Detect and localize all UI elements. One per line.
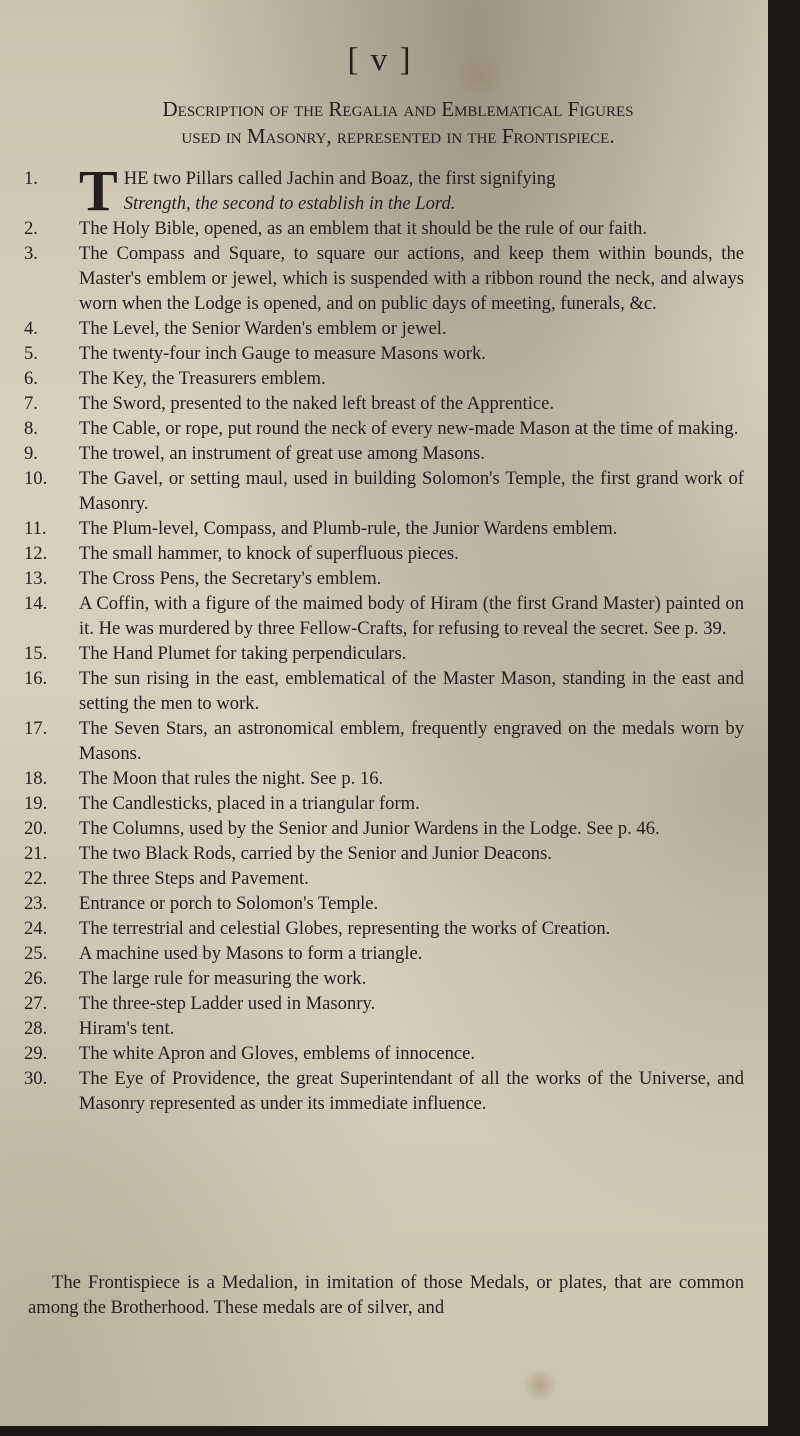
list-item bbox=[0, 791, 768, 816]
item-number: 6. bbox=[24, 368, 38, 389]
page-heading bbox=[40, 96, 756, 150]
list-item bbox=[0, 941, 768, 966]
item-number: 28. bbox=[24, 1018, 48, 1039]
emblem-list bbox=[0, 158, 768, 1116]
item-text: The twenty-four inch Gauge to measure Masons work. bbox=[79, 343, 486, 364]
list-item bbox=[0, 391, 768, 416]
page-number: [ v ] bbox=[347, 42, 413, 78]
item-number: 23. bbox=[24, 893, 48, 914]
item-number: 10. bbox=[24, 468, 48, 489]
item-text: The three-step Ladder used in Masonry. bbox=[79, 993, 376, 1014]
item-number: 17. bbox=[24, 718, 48, 739]
item-text: The large rule for measuring the work. bbox=[79, 968, 367, 989]
footer-paragraph: The Frontispiece is a Medalion, in imitation of those Medals, or plates, that are common among the Brotherhood. These medals are of silver, and bbox=[28, 1272, 744, 1318]
item-text: The three Steps and Pavement. bbox=[79, 868, 309, 889]
list-item bbox=[0, 841, 768, 866]
item-text: The sun rising in the east, emblematical of the Master Mason, standing in the east and setting the men to work. bbox=[79, 668, 744, 714]
item-text: The trowel, an instrument of great use among Masons. bbox=[79, 443, 485, 464]
item-number: 26. bbox=[24, 968, 48, 989]
item-number: 8. bbox=[24, 418, 38, 439]
item-number: 12. bbox=[24, 543, 48, 564]
item-number: 19. bbox=[24, 793, 48, 814]
list-item bbox=[0, 866, 768, 891]
item-text: The Columns, used by the Senior and Junior Wardens in the Lodge. See p. 46. bbox=[79, 818, 660, 839]
item-text-line: HE two Pillars called Jachin and Boaz, the first signifying bbox=[123, 168, 556, 189]
list-item bbox=[0, 666, 768, 716]
list-item bbox=[0, 591, 768, 641]
list-item bbox=[0, 416, 768, 441]
heading-line-1: Description of the Regalia and Emblematical Figures bbox=[162, 97, 634, 121]
item-text: The Candlesticks, placed in a triangular form. bbox=[79, 793, 420, 814]
item-number: 20. bbox=[24, 818, 48, 839]
item-text: The Eye of Providence, the great Superintendant of all the works of the Universe, and Masonry represented as under its immediate influence. bbox=[79, 1068, 744, 1114]
item-text: The Key, the Treasurers emblem. bbox=[79, 368, 326, 389]
drop-cap: T bbox=[79, 158, 118, 223]
item-number: 30. bbox=[24, 1068, 48, 1089]
list-item bbox=[0, 366, 768, 391]
list-item bbox=[0, 158, 768, 223]
item-number: 2. bbox=[24, 218, 38, 239]
list-item bbox=[0, 441, 768, 466]
list-item bbox=[0, 966, 768, 991]
list-item bbox=[0, 516, 768, 541]
item-text: The Plum-level, Compass, and Plumb-rule, the Junior Wardens emblem. bbox=[79, 518, 618, 539]
item-text: The Gavel, or setting maul, used in building Solomon's Temple, the first grand work of Masonry. bbox=[79, 468, 744, 514]
item-number: 24. bbox=[24, 918, 48, 939]
item-number: 4. bbox=[24, 318, 38, 339]
list-item bbox=[0, 241, 768, 316]
item-text: The Cable, or rope, put round the neck of every new-made Mason at the time of making. bbox=[79, 418, 739, 439]
item-number: 18. bbox=[24, 768, 48, 789]
item-number: 3. bbox=[24, 243, 38, 264]
item-number: 5. bbox=[24, 343, 38, 364]
item-text-line: Strength, the second to establish in the Lord. bbox=[123, 193, 456, 214]
item-number: 13. bbox=[24, 568, 48, 589]
item-number: 1. bbox=[24, 168, 38, 189]
item-number: 7. bbox=[24, 393, 38, 414]
item-text: The Hand Plumet for taking perpendiculars. bbox=[79, 643, 407, 664]
list-item bbox=[0, 891, 768, 916]
item-number: 11. bbox=[24, 518, 47, 539]
item-text: The terrestrial and celestial Globes, representing the works of Creation. bbox=[79, 918, 611, 939]
list-item bbox=[0, 1016, 768, 1041]
item-number: 16. bbox=[24, 668, 48, 689]
item-text: A machine used by Masons to form a triangle. bbox=[79, 943, 423, 964]
item-text: The two Black Rods, carried by the Senior and Junior Deacons. bbox=[79, 843, 552, 864]
item-number: 21. bbox=[24, 843, 48, 864]
list-item bbox=[0, 1066, 768, 1116]
list-item bbox=[0, 916, 768, 941]
item-text: The white Apron and Gloves, emblems of innocence. bbox=[79, 1043, 476, 1064]
item-text: Entrance or porch to Solomon's Temple. bbox=[79, 893, 379, 914]
list-item bbox=[0, 541, 768, 566]
list-item bbox=[0, 341, 768, 366]
item-number: 22. bbox=[24, 868, 48, 889]
item-text: The Seven Stars, an astronomical emblem, frequently engraved on the medals worn by Masons. bbox=[79, 718, 744, 764]
item-text: The Sword, presented to the naked left breast of the Apprentice. bbox=[79, 393, 555, 414]
item-text: The Moon that rules the night. See p. 16. bbox=[79, 768, 384, 789]
list-item bbox=[0, 566, 768, 591]
item-text: The Compass and Square, to square our actions, and keep them within bounds, the Master's emblem or jewel, which is suspended with a ribbon round the neck, and always worn when the Lodge is opened, and on public days of meeting, funerals, &c. bbox=[79, 243, 744, 314]
item-text: The small hammer, to knock of superfluous pieces. bbox=[79, 543, 459, 564]
list-item bbox=[0, 1041, 768, 1066]
item-number: 25. bbox=[24, 943, 48, 964]
list-item bbox=[0, 766, 768, 791]
list-item bbox=[0, 466, 768, 516]
item-text: A Coffin, with a figure of the maimed body of Hiram (the first Grand Master) painted on it. He was murdered by three Fellow-Crafts, for refusing to reveal the secret. See p. 39. bbox=[79, 593, 744, 639]
list-item bbox=[0, 316, 768, 341]
item-number: 9. bbox=[24, 443, 38, 464]
item-number: 27. bbox=[24, 993, 48, 1014]
list-item bbox=[0, 991, 768, 1016]
item-text: The Level, the Senior Warden's emblem or jewel. bbox=[79, 318, 447, 339]
list-item bbox=[0, 716, 768, 766]
paper-stain bbox=[520, 1370, 560, 1400]
item-text: Hiram's tent. bbox=[79, 1018, 175, 1039]
item-text: The Holy Bible, opened, as an emblem that it should be the rule of our faith. bbox=[79, 218, 647, 239]
list-item bbox=[0, 816, 768, 841]
item-text: The Cross Pens, the Secretary's emblem. bbox=[79, 568, 382, 589]
item-number: 15. bbox=[24, 643, 48, 664]
list-item bbox=[0, 641, 768, 666]
heading-line-2: used in Masonry, represented in the Frontispiece. bbox=[181, 124, 615, 148]
item-number: 14. bbox=[24, 593, 48, 614]
item-number: 29. bbox=[24, 1043, 48, 1064]
item-text bbox=[79, 158, 744, 223]
list-item bbox=[0, 216, 768, 241]
